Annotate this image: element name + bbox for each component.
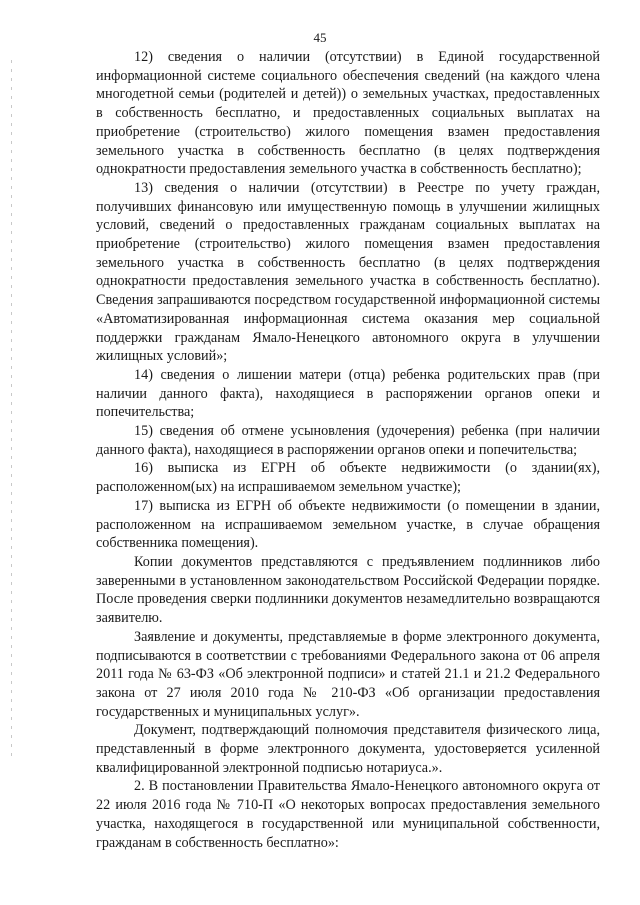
scan-margin-line — [11, 60, 12, 760]
paragraph-electronic-signature: Заявление и документы, представляемые в форме электронного документа, подписываются в соответствии с требованиями Федерального закона от 06 апреля 2011 года № 63-ФЗ «Об электронной подписи» и статей 21.1 и 21.2 Федерального закона от 27 июля 2010 года № 210-ФЗ «Об организации предоставления государственных и муниципальных услуг». — [96, 628, 600, 720]
document-body — [96, 48, 600, 852]
paragraph-item-16: 16) выписка из ЕГРН об объекте недвижимости (о здании(ях), расположенном(ых) на испрашиваемом земельном участке); — [96, 460, 600, 496]
paragraph-copies: Копии документов представляются с предъявлением подлинников либо заверенными в установленном законодательством Российской Федерации порядке. После проведения сверки подлинники документов незамедлительно возвращаются заявителю. — [96, 553, 600, 627]
paragraph-item-13: 13) сведения о наличии (отсутствии) в Реестре по учету граждан, получивших финансовую или имущественную помощь в улучшении жилищных условий, сведений о предоставленных гражданам социальных выплатах на приобретение (строительство) жилого помещения взамен предоставления земельного участка в собственность бесплатно (в целях подтверждения однократности предоставления земельного участка в собственность бесплатно). Сведения запрашиваются посредством государственной информационной системы «Автоматизированная информационная система оказания мер социальной поддержки гражданам Ямало-Ненецкого автономного округа в улучшении жилищных условий»; — [96, 179, 600, 365]
paragraph-item-17: 17) выписка из ЕГРН об объекте недвижимости (о помещении в здании, расположенном на испрашиваемом земельном участке, в случае обращения собственника помещения). — [96, 497, 600, 552]
paragraph-section-2: 2. В постановлении Правительства Ямало-Ненецкого автономного округа от 22 июля 2016 года № 710-П «О некоторых вопросах предоставления земельного участка, находящегося в государственной или муниципальной собственности, гражданам в собственность бесплатно»: — [96, 778, 600, 851]
paragraph-item-14: 14) сведения о лишении матери (отца) ребенка родительских прав (при наличии данного факта), находящиеся в распоряжении органов опеки и попечительства; — [96, 366, 600, 421]
paragraph-representative-authority: Документ, подтверждающий полномочия представителя физического лица, представленный в форме электронного документа, удостоверяется усиленной квалифицированной электронной подписью нотариуса.». — [96, 722, 600, 776]
page-number: 45 — [313, 30, 327, 45]
paragraph-item-15: 15) сведения об отмене усыновления (удочерения) ребенка (при наличии данного факта), находящиеся в распоряжении органов опеки и попечительства; — [96, 423, 600, 458]
paragraph-item-12: 12) сведения о наличии (отсутствии) в Единой государственной информационной системе социального обеспечения сведений (на каждого члена многодетной семьи (родителей и детей)) о земельных участках, предоставленных в собственность бесплатно, и предоставленных социальных выплатах на приобретение (строительство) жилого помещения взамен предоставления земельного участка в собственность бесплатно (в целях подтверждения однократности предоставления земельного участка в собственность бесплатно); — [96, 49, 600, 178]
